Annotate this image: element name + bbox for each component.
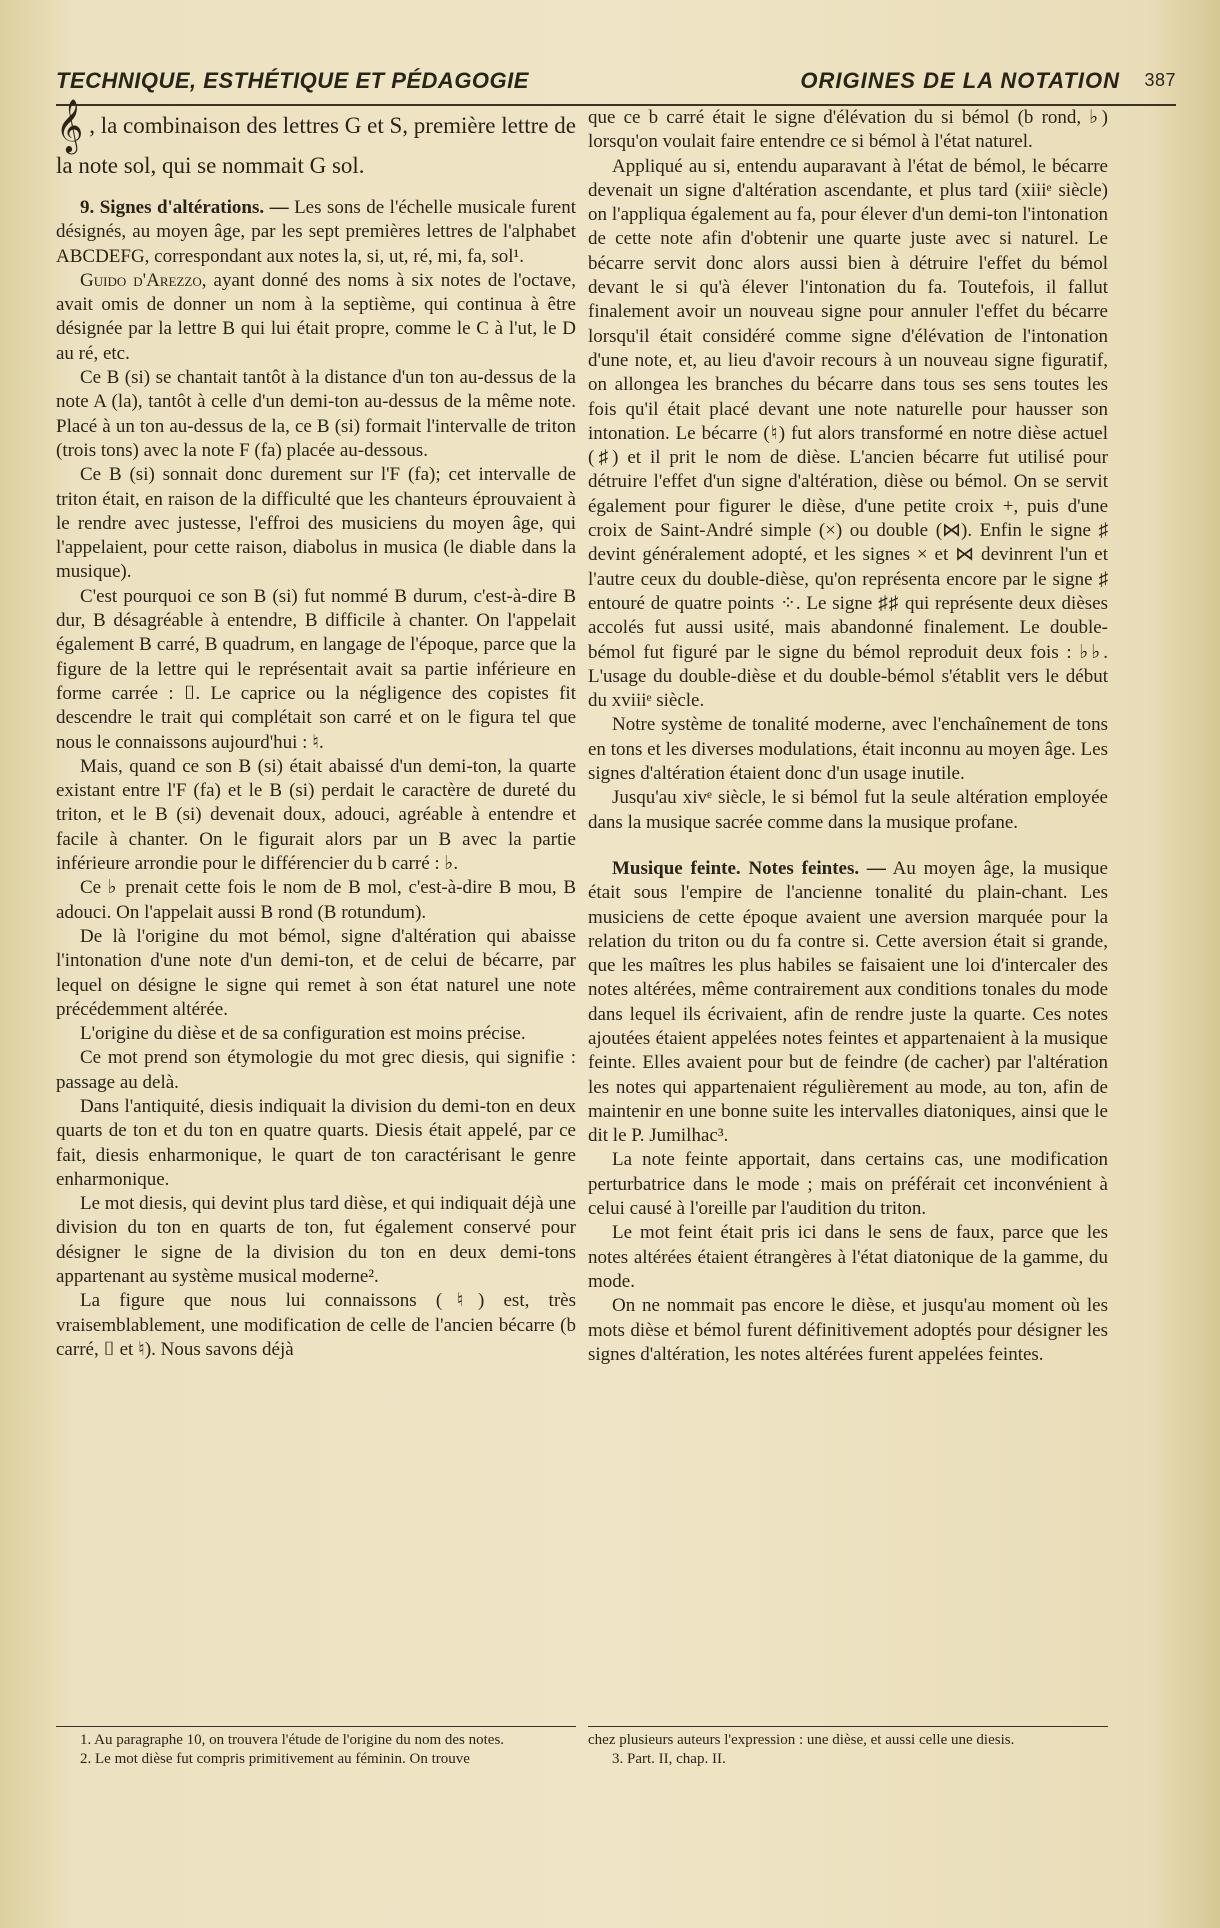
paragraph: Mais, quand ce son B (si) était abaissé d'un demi-ton, la quarte existant entre l'F (fa) et le B (si) perdait le caractère de dureté du triton, et le B (si) devenait doux, adouci, agréable à entendre et facile à chanter. On le figurait alors par un B avec la partie inférieure arrondie pour le différencier du b carré : ♭. — [56, 755, 576, 875]
paragraph — [56, 269, 576, 366]
header-right-title: ORIGINES DE LA NOTATION — [800, 68, 1120, 93]
paragraph: Le mot diesis, qui devint plus tard dièse, et qui indiquait déjà une division du ton en quarts de ton, fut également conservé pour désigner le signe de la division du ton en deux demi-tons appartenant au système musical moderne². — [56, 1193, 577, 1288]
section-heading: 9. Signes d'altérations. — — [80, 197, 289, 218]
running-header — [56, 64, 1176, 106]
footnote: 2. Le mot dièse fut compris primitivement au féminin. On trouve — [80, 1751, 470, 1767]
paragraph: Ce mot prend son étymologie du mot grec diesis, qui signifie : passage au delà. — [56, 1047, 576, 1093]
author-name: Guido d'Arezzo — [80, 269, 202, 291]
footnote-continuation: chez plusieurs auteurs l'expression : une dièse, et aussi celle une diesis. — [588, 1732, 1015, 1748]
header-left-title: TECHNIQUE, ESTHÉTIQUE ET PÉDAGOGIE — [56, 68, 529, 93]
footnote: 1. Au paragraphe 10, on trouvera l'étude de l'origine du nom des notes. — [80, 1732, 505, 1748]
treble-clef-icon: 𝄞 — [56, 100, 84, 151]
paragraph: que ce b carré était le signe d'élévation du si bémol (b rond, ♭) lorsqu'on voulait faire entendre ce si bémol à l'état naturel. — [588, 107, 1108, 153]
paragraph — [56, 196, 576, 269]
footnotes-left — [56, 1726, 576, 1769]
paragraph: L'origine du dièse et de sa configuration est moins précise. — [80, 1023, 526, 1045]
paragraph: De là l'origine du mot bémol, signe d'altération qui abaisse l'intonation d'une note d'un demi-ton, et de celui de bécarre, par lequel on désigne le signe qui remet à son état naturel une note précédemment altérée. — [56, 925, 576, 1020]
footnotes-right — [588, 1726, 1108, 1769]
paragraph: Ce ♭ prenait cette fois le nom de B mol, c'est-à-dire B mou, B adouci. On l'appelait aussi B rond (B rotundum). — [56, 877, 576, 923]
opening-text: , la combinaison des lettres G et S, première lettre de la note sol, qui se nommait G sol. — [56, 113, 576, 178]
page-number: 387 — [1144, 70, 1176, 90]
paragraph: Jusqu'au xivᵉ siècle, le si bémol fut la seule altération employée dans la musique sacrée comme dans la musique profane. — [588, 787, 1108, 833]
footnote: 3. Part. II, chap. II. — [612, 1751, 726, 1767]
paragraph-text: Les sons de l'échelle musicale furent désignés, au moyen âge, par les sept premières lettres de l'alphabet ABCDEFG, correspondant aux notes la, si, ut, ré, mi, fa, sol¹. — [56, 197, 577, 267]
paragraph-text: Au moyen âge, la musique était sous l'empire de l'ancienne tonalité du plain-chant. Les musiciens de cette époque avaient une aversion marquée pour la relation du triton ou du fa contre si. Cette aversion était si grande, que les maîtres les plus habiles se faisaient une loi d'intercaler des notes altérées, même contrairement aux conditions tonales du mode dans lequel ils écrivaient, afin de rendre juste la quarte. Ces notes ajoutées étaient appelées notes feintes et appartenaient à la musique feinte. Elles avaient pour but de feindre (de cacher) par l'altération les notes qui appartenaient régulièrement au mode, au ton, afin de maintenir en une bonne suite les intervalles diatoniques, ainsi que le dit le P. Jumilhac³. — [588, 857, 1108, 1147]
left-column — [56, 100, 577, 1362]
paragraph: Dans l'antiquité, diesis indiquait la division du demi-ton en deux quarts de ton et du ton en quatre quarts. Diesis était appelé, par ce fait, diesis enharmonique, le quart de ton caractérisant le genre enharmonique. — [56, 1095, 576, 1190]
opening-line — [56, 100, 576, 186]
paragraph: La figure que nous lui connaissons (♮) est, très vraisemblablement, une modification de celle de l'ancien bécarre (b carré, ⌷ et ♮). Nous savons déjà — [56, 1290, 576, 1360]
paragraph: On ne nommait pas encore le dièse, et jusqu'au moment où les mots dièse et bémol furent définitivement adoptés pour désigner les signes d'altération, les notes altérées furent appelées feintes. — [588, 1295, 1108, 1365]
right-column — [588, 106, 1108, 1367]
paragraph: Ce B (si) se chantait tantôt à la distance d'un ton au-dessus de la note A (la), tantôt à celle d'un demi-ton au-dessus de la même note. Placé à un ton au-dessus de la, ce B (si) formait l'intervalle de triton (trois tons) avec la note F (fa) placée au-dessous. — [56, 367, 576, 461]
paragraph: La note feinte apportait, dans certains cas, une modification perturbatrice dans le mode ; mais on préférait cet inconvénient à celui causé à l'oreille par l'audition du triton. — [588, 1149, 1108, 1220]
paragraph — [588, 857, 1108, 1149]
section-heading: Musique feinte. Notes feintes. — — [612, 857, 886, 879]
paragraph: Le mot feint était pris ici dans le sens de faux, parce que les notes altérées étaient étrangères à l'état diatonique de la gamme, du mode. — [588, 1222, 1108, 1292]
paragraph: Notre système de tonalité moderne, avec l'enchaînement de tons en tons et les diverses modulations, était inconnu au moyen âge. Les signes d'altération étaient donc d'un usage inutile. — [588, 714, 1108, 785]
paragraph: C'est pourquoi ce son B (si) fut nommé B durum, c'est-à-dire B dur, B désagréable à entendre, B difficile à chanter. On l'appelait également B carré, B quadrum, en langage de l'époque, parce que la figure de la lettre qui le représentait avait sa partie inférieure en forme carrée : ⌷. Le caprice ou la négligence des copistes fit descendre le trait qui complétait son carré et on le figura tel que nous le connaissons aujourd'hui : ♮. — [56, 585, 576, 753]
paragraph-text: , ayant donné des noms à six notes de l'octave, avait omis de donner un nom à la septième, qui continua à être désignée par la lettre B qui lui était propre, comme le C à l'ut, le D au ré, etc. — [56, 269, 576, 364]
paragraph: Ce B (si) sonnait donc durement sur l'F (fa); cet intervalle de triton était, en raison de la difficulté que les chanteurs éprouvaient à le rendre avec justesse, l'effroi des musiciens du moyen âge, qui l'appelaient, pour cette raison, diabolus in musica (le diable dans la musique). — [56, 464, 576, 583]
paragraph: Appliqué au si, entendu auparavant à l'état de bémol, le bécarre devenait un signe d'altération ascendante, et plus tard (xiiiᵉ siècle) on l'appliqua également au fa, pour élever d'un demi-ton l'intonation de cette note afin d'obtenir une quarte juste avec si naturel. Le bécarre servit donc alors aussi bien à détruire l'effet du bémol devant le si qu'à élever l'intonation du fa. Toutefois, il fallut finalement avoir un nouveau signe pour annuler l'effet du bécarre lorsqu'il était considéré comme signe d'élévation de l'intonation d'une note, et, au lieu d'avoir recours à un nouveau signe figuratif, on allongea les branches du bécarre dans tous ses sens toutes les fois qu'il était placé devant une note naturelle pour hausser son intonation. Le bécarre (♮) fut alors transformé en notre dièse actuel (♯) et il prit le nom de dièse. L'ancien bécarre fut utilisé pour détruire l'effet d'un signe d'altération, dièse ou bémol. On se servit également pour figurer le dièse, d'une petite croix +, puis d'une croix de Saint-André simple (×) ou double (⋈). Enfin le signe ♯ devint généralement adopté, et les signes × et ⋈ devinrent l'un et l'autre ceux du double-dièse, qu'on représenta encore par le signe ♯ entouré de quatre points ⁘. Le signe ♯♯ qui représente deux dièses accolés fut aussi usité, mais abandonné finalement. Le double-bémol fut figuré par le signe du bémol reproduit deux fois : ♭♭. L'usage du double-dièse et du double-bémol s'établit vers le début du xviiiᵉ siècle. — [588, 155, 1108, 712]
